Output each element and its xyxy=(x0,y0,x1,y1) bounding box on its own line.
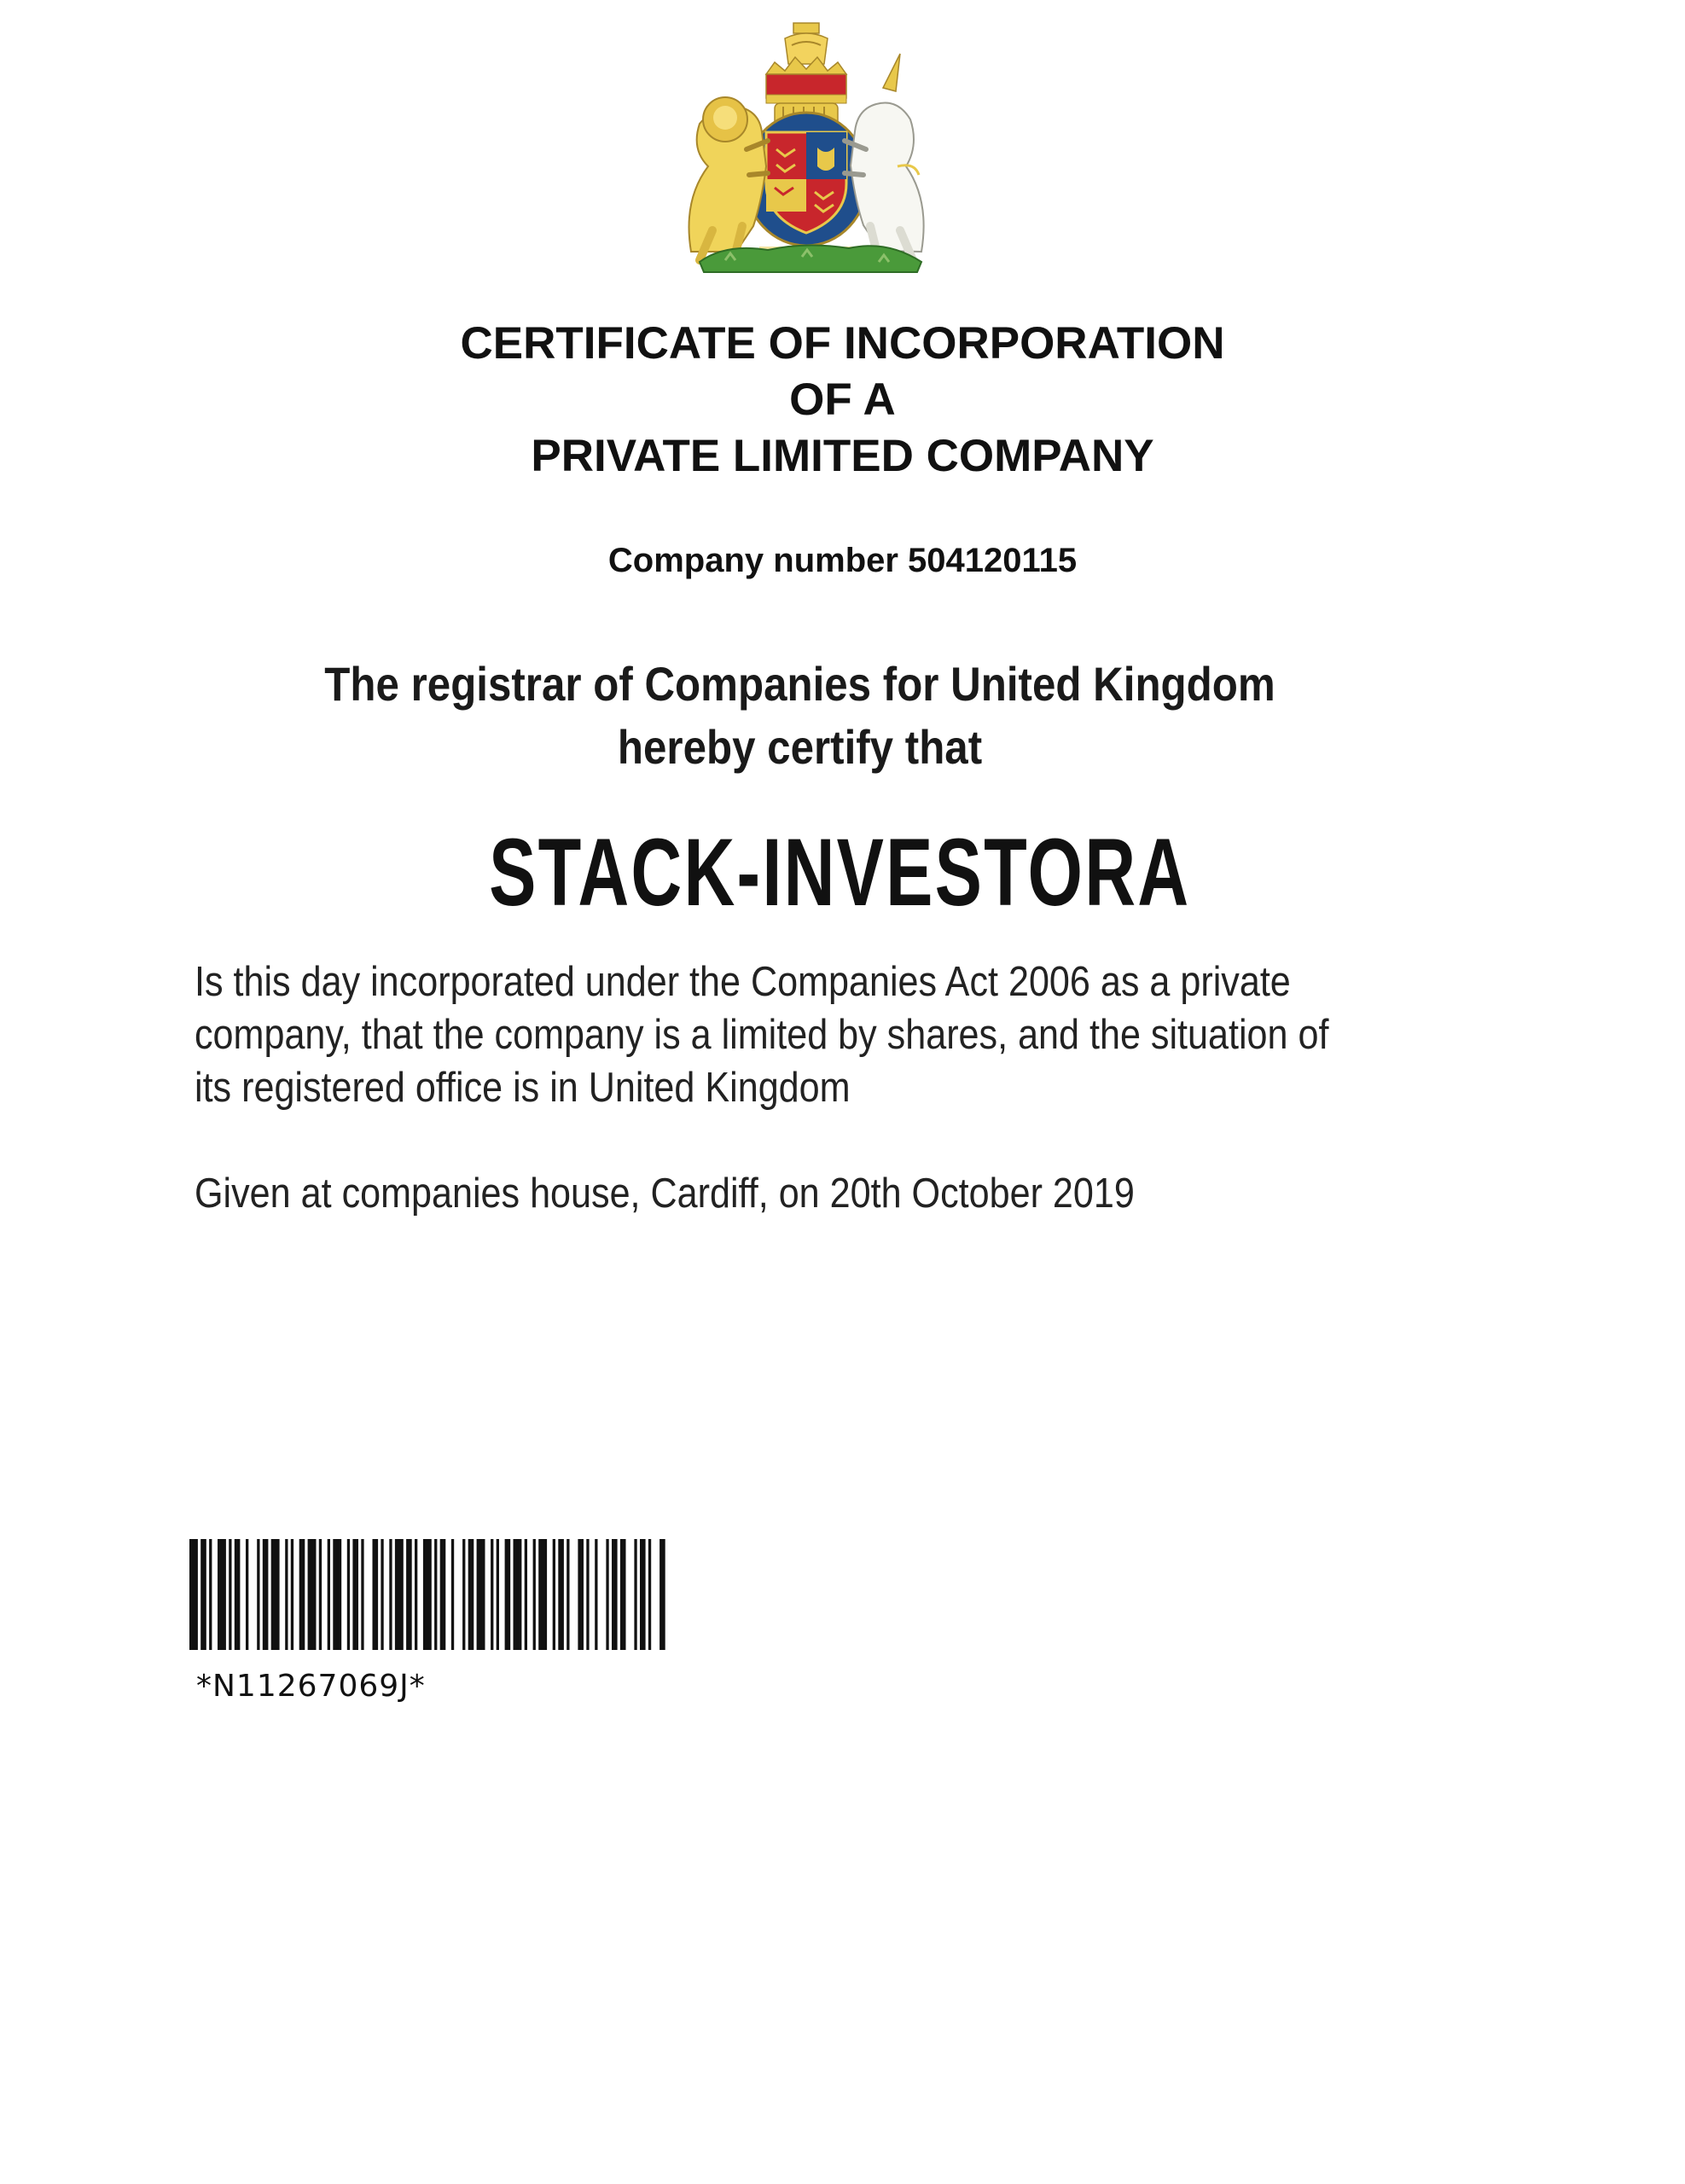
barcode-bar xyxy=(612,1539,618,1650)
barcode-bar xyxy=(491,1539,493,1650)
barcode-bar xyxy=(200,1539,206,1650)
barcode-bar xyxy=(606,1539,608,1650)
given-at-statement: Given at companies house, Cardiff, on 20th October 2019 xyxy=(195,1170,1135,1217)
statement-line-2: company, that the company is a limited by shares, and the situation of xyxy=(195,1012,1329,1058)
barcode-bar xyxy=(291,1539,293,1650)
barcode-bar xyxy=(586,1539,589,1650)
barcode-icon xyxy=(186,1539,954,1650)
barcode-bar xyxy=(423,1539,432,1650)
barcode-bar xyxy=(299,1539,305,1650)
barcode-bar xyxy=(285,1539,288,1650)
barcode-bar xyxy=(308,1539,317,1650)
barcode-bar xyxy=(271,1539,280,1650)
barcode-bar xyxy=(395,1539,404,1650)
barcode-bar xyxy=(381,1539,383,1650)
barcode-bar xyxy=(648,1539,651,1650)
barcode-bar xyxy=(209,1539,212,1650)
barcode-bar xyxy=(634,1539,636,1650)
barcode-bar xyxy=(620,1539,626,1650)
certificate-title xyxy=(0,316,1685,485)
barcode-bar xyxy=(235,1539,241,1650)
barcode-bar xyxy=(361,1539,363,1650)
barcode-bar xyxy=(319,1539,322,1650)
barcode-bar xyxy=(415,1539,417,1650)
barcode-bar xyxy=(373,1539,379,1650)
barcode-bar xyxy=(246,1539,248,1650)
barcode-text: *N11267069J* xyxy=(196,1669,426,1704)
barcode-bar xyxy=(218,1539,226,1650)
barcode-bar xyxy=(538,1539,547,1650)
barcode-bar xyxy=(347,1539,350,1650)
barcode-bar xyxy=(553,1539,555,1650)
barcode-bar xyxy=(440,1539,446,1650)
barcode-bar xyxy=(257,1539,259,1650)
barcode-bar xyxy=(462,1539,465,1650)
barcode-bar xyxy=(525,1539,527,1650)
barcode-bar xyxy=(229,1539,231,1650)
barcode-bar xyxy=(328,1539,330,1650)
barcode-bar xyxy=(497,1539,499,1650)
barcode-bar xyxy=(659,1539,665,1650)
registrar-line-1: The registrar of Companies for United Kingdom xyxy=(324,657,1275,711)
barcode-bar xyxy=(533,1539,536,1650)
statement-line-3: its registered office is in United Kingdom xyxy=(195,1065,851,1111)
barcode-bar xyxy=(406,1539,412,1650)
barcode-bar xyxy=(434,1539,437,1650)
barcode-bar xyxy=(558,1539,564,1650)
barcode-bar xyxy=(333,1539,341,1650)
barcode-bar xyxy=(189,1539,198,1650)
barcode-bar xyxy=(477,1539,485,1650)
title-line-2: OF A xyxy=(789,375,896,425)
barcode-bar xyxy=(505,1539,511,1650)
barcode-bar xyxy=(389,1539,392,1650)
barcode-bar xyxy=(578,1539,584,1650)
barcode-bar xyxy=(640,1539,646,1650)
incorporation-statement xyxy=(195,956,1396,1114)
barcode-bar xyxy=(567,1539,569,1650)
barcode-bar xyxy=(263,1539,269,1650)
title-line-3: PRIVATE LIMITED COMPANY xyxy=(531,431,1154,481)
company-number: Company number 504120115 xyxy=(607,542,1078,579)
royal-coat-of-arms-icon xyxy=(665,21,947,277)
barcode-bar xyxy=(595,1539,597,1650)
barcode-bar xyxy=(352,1539,358,1650)
barcode-bar xyxy=(468,1539,474,1650)
registrar-line-2: hereby certify that xyxy=(617,720,983,774)
title-line-1: CERTIFICATE OF INCORPORATION xyxy=(460,318,1225,369)
company-name: STACK-INVESTORA xyxy=(489,819,1191,926)
barcode-bar xyxy=(451,1539,454,1650)
statement-line-1: Is this day incorporated under the Companies Act 2006 as a private xyxy=(195,959,1291,1005)
barcode-bar xyxy=(514,1539,522,1650)
registrar-statement xyxy=(322,653,1279,779)
